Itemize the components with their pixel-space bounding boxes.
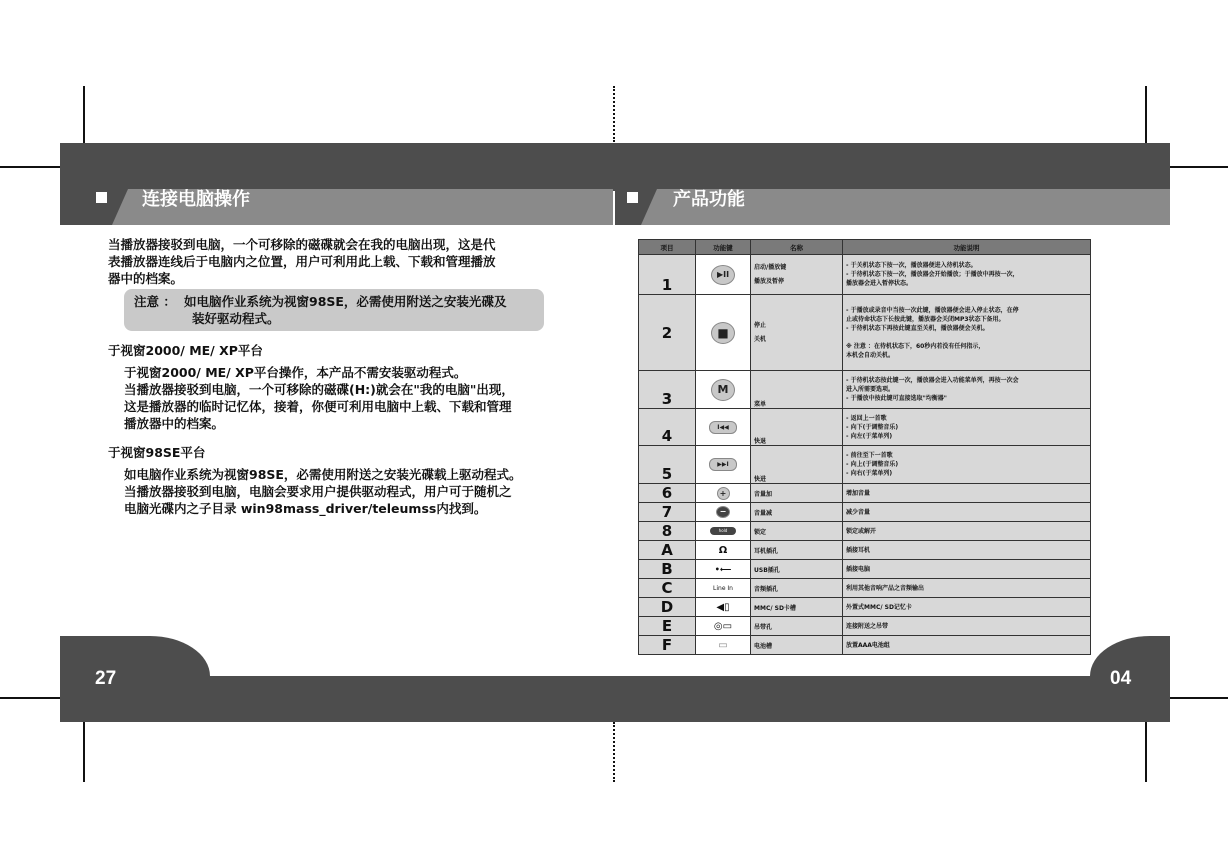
note-line: 装好驱动程式。 — [192, 311, 280, 326]
table-row: C Line In 音频插孔 利用其他音响产品之音频输出 — [639, 579, 1091, 598]
menu-icon: M — [711, 379, 735, 401]
crop-mark — [1170, 697, 1228, 699]
table-row: 2 ■ 停止 关机 - 于播放或录音中当按一次此键，播放器便会进入停止状态，在停 止或待命状态下长按此键，播放器会关闭MP3状态下备用。 - 于待机状态下再按此键直至关机，播放器便会关机。 ※ 注意 ：在待机状态下，60秒内若没有任何指示， 本机会自动关机。 — [639, 295, 1091, 371]
right-section-title: 产品功能 — [673, 189, 745, 210]
headphone-icon: Ω — [718, 544, 728, 556]
rewind-icon: I◀◀ — [709, 421, 737, 434]
usb-icon: •⟵ — [714, 564, 732, 574]
memory-card-icon: ◀▯ — [716, 601, 730, 613]
crop-mark — [1145, 722, 1147, 782]
crop-mark — [1170, 166, 1228, 168]
intro-paragraph: 当播放器接驳到电脑，一个可移除的磁碟就会在我的电脑出现，这是代 表播放器连线后于电脑内之位置，用户可利用此上载、下载和管理播放 器中的档案。 — [108, 237, 496, 286]
page-number-right: 04 — [1110, 668, 1132, 689]
line-in-label: Line In — [713, 584, 733, 592]
table-row: F ▭ 电池槽 放置AAA电池组 — [639, 636, 1091, 655]
note-box — [124, 289, 544, 331]
table-row: 6 + 音量加 增加音量 — [639, 484, 1091, 503]
table-header: 功能说明 — [843, 240, 1091, 255]
table-row: D ◀▯ MMC/ SD卡槽 外置式MMC/ SD记忆卡 — [639, 598, 1091, 617]
header-band — [60, 143, 1170, 191]
square-bullet-icon — [96, 192, 107, 203]
table-row: 5 ▶▶I 快进 - 前往至下一首歌 - 向上(于调整音乐) - 向右(于菜单列) — [639, 446, 1091, 484]
table-row: 7 − 音量减 减少音量 — [639, 503, 1091, 522]
sub1-title: 于视窗2000/ ME/ XP平台 — [108, 343, 263, 358]
battery-compartment-icon: ▭ — [718, 639, 728, 651]
sub2-paragraph: 如电脑作业系统为视窗98SE，必需使用附送之安装光碟载上驱动程式。 当播放器接驳到电脑，电脑会要求用户提供驱动程式，用户可于随机之 电脑光碟内之子目录 win98mass_driver/teleumss内找到。 — [124, 467, 522, 516]
strap-hole-icon: ◎▭ — [713, 620, 733, 632]
left-section-title: 连接电脑操作 — [142, 189, 250, 210]
crop-mark — [83, 722, 85, 782]
table-row: 1 ▶II 启动/播放键 播放及暂停 - 于关机状态下按一次，播放器便进入待机状态。 - 于待机状态下按一次，播放器会开始播放；于播放中再按一次， 播放器会进入暂停状态。 — [639, 255, 1091, 295]
function-table — [638, 239, 1091, 655]
crop-mark — [1145, 86, 1147, 144]
note-label: 注意 ： — [134, 294, 176, 309]
sub2-title: 于视窗98SE平台 — [108, 445, 206, 460]
crop-mark — [0, 697, 60, 699]
table-row: B •⟵ USB插孔 插接电脑 — [639, 560, 1091, 579]
fold-line-bottom — [613, 722, 615, 782]
volume-up-icon: + — [717, 487, 730, 500]
fast-forward-icon: ▶▶I — [709, 458, 737, 471]
note-line: 如电脑作业系统为视窗98SE，必需使用附送之安装光碟及 — [184, 294, 507, 309]
footer-band — [60, 676, 1170, 722]
crop-mark — [0, 166, 60, 168]
table-row: A Ω 耳机插孔 插接耳机 — [639, 541, 1091, 560]
table-header: 功能键 — [696, 240, 751, 255]
table-header: 名称 — [751, 240, 843, 255]
volume-down-icon: − — [716, 506, 730, 518]
table-row: 8 hold 锁定 锁定或解开 — [639, 522, 1091, 541]
table-row: 3 M 菜单 - 于待机状态按此键一次，播放器会进入功能菜单列，再按一次会 进入所需要选项。 - 于播放中按此键可直接选取"均衡器" — [639, 371, 1091, 409]
sub1-paragraph: 于视窗2000/ ME/ XP平台操作，本产品不需安装驱动程式。 当播放器接驳到电脑，一个可移除的磁碟(H:)就会在"我的电脑"出现， 这是播放器的临时记忆体，接着，你便可利用电脑中上载、下载和管理 播放器中的档案。 — [124, 365, 514, 431]
fold-line-top — [613, 86, 615, 142]
right-section-bar — [615, 189, 1170, 225]
crop-mark — [83, 86, 85, 144]
left-section-bar — [60, 189, 613, 225]
stop-icon: ■ — [711, 322, 735, 344]
hold-switch-icon: hold — [710, 527, 736, 535]
page-number-left: 27 — [95, 668, 117, 689]
table-row: 4 I◀◀ 快退 - 返回上一首歌 - 向下(于调整音乐) - 向左(于菜单列) — [639, 409, 1091, 446]
table-row: E ◎▭ 吊带孔 连接附送之吊带 — [639, 617, 1091, 636]
play-pause-icon: ▶II — [711, 265, 735, 285]
square-bullet-icon — [627, 192, 638, 203]
table-header: 项目 — [639, 240, 696, 255]
